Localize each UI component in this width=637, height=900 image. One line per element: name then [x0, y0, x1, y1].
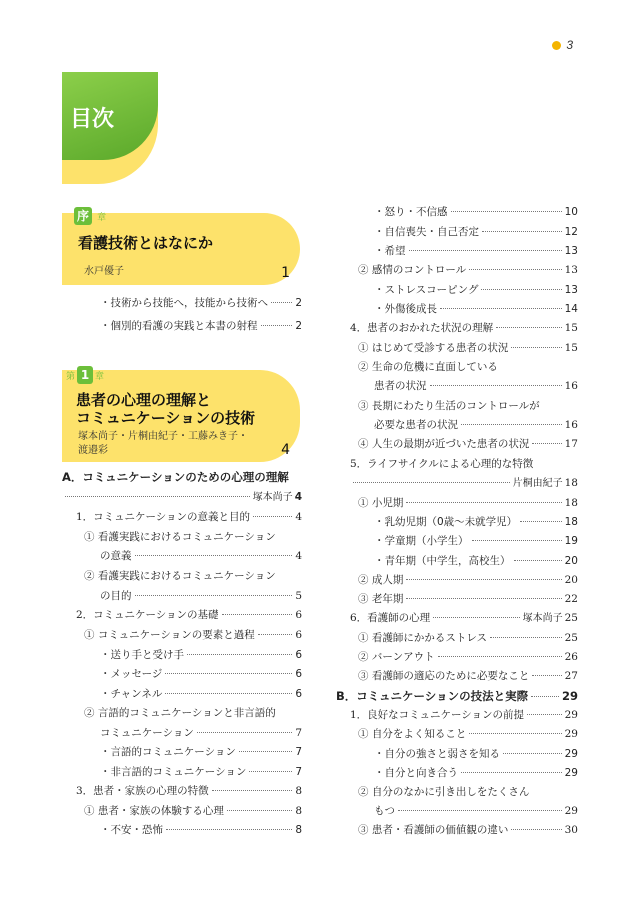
right-toc-entry — [374, 379, 578, 393]
toc-entry-text: ・乳幼児期（0歳〜未就学児） — [374, 516, 518, 528]
toc-entry-text: ・不安・恐怖 — [100, 824, 163, 836]
left-toc-entry — [62, 490, 302, 505]
toc-entry-page: 2 — [295, 297, 302, 309]
right-toc-entry — [374, 302, 578, 316]
right-toc-entry — [358, 573, 578, 587]
leader-dots — [472, 540, 562, 541]
leader-dots — [261, 325, 293, 326]
right-toc-entry — [374, 766, 578, 780]
toc-entry-text: 4．患者のおかれた状況の理解 — [350, 322, 494, 334]
toc-entry-text: ① 患者・家族の体験する心理 — [84, 805, 224, 817]
left-toc-entry — [76, 608, 302, 622]
toc-entry-text: ② 看護実践におけるコミュニケーション — [84, 570, 276, 582]
leader-dots — [532, 443, 561, 444]
left-toc-entry — [76, 510, 302, 524]
chapter1-banner — [62, 370, 300, 462]
toc-entry-text: ② 言語的コミュニケーションと非言語的 — [84, 707, 276, 719]
left-toc-entry — [100, 648, 302, 662]
toc-entry-page: 8 — [295, 805, 302, 817]
leader-dots — [438, 656, 562, 657]
right-toc-entry — [358, 437, 578, 451]
toc-entry-page: 13 — [564, 264, 578, 276]
left-toc-entry — [84, 569, 302, 583]
leader-dots — [406, 502, 561, 503]
leader-dots — [482, 231, 562, 232]
toc-entry-page: 15 — [564, 342, 578, 354]
toc-entry-text: ③ 長期にわたり生活のコントロールが — [358, 400, 540, 412]
leader-dots — [253, 516, 292, 517]
toc-entry-page: 13 — [564, 284, 578, 296]
left-toc-entry — [100, 765, 302, 779]
right-toc-entry — [374, 515, 578, 529]
leader-dots — [197, 732, 292, 733]
left-toc-entry — [84, 530, 302, 544]
prologue-author: 水戸優子 — [84, 266, 124, 277]
leader-dots — [469, 269, 561, 270]
toc-entry-page: 18 — [564, 477, 578, 489]
toc-entry-page: 7 — [295, 727, 302, 739]
toc-entry-page: 18 — [564, 516, 578, 528]
prologue-badge-group — [74, 205, 106, 225]
toc-entry-text: 1．良好なコミュニケーションの前提 — [350, 709, 525, 721]
toc-entry-text: ② 自分のなかに引き出しをたくさん — [358, 786, 530, 798]
toc-entry-page: 29 — [564, 805, 578, 817]
toc-entry-page: 25 — [564, 632, 578, 644]
leader-dots — [531, 696, 559, 697]
leader-dots — [409, 250, 562, 251]
toc-entry-page: 4 — [295, 550, 302, 562]
right-toc-entry — [358, 631, 578, 645]
leader-dots — [406, 598, 561, 599]
right-toc-entry — [350, 611, 578, 626]
toc-entry-text: ③ 患者・看護師の価値観の違い — [358, 824, 509, 836]
leader-dots — [433, 617, 519, 618]
toc-entry-text: A．コミュニケーションのための心理の理解 — [62, 470, 289, 484]
right-toc-entry — [350, 457, 578, 471]
toc-entry-text: ・自信喪失・自己否定 — [374, 226, 479, 238]
toc-entry-text: ・技術から技能へ，技能から技術へ — [100, 297, 268, 309]
toc-entry-author: 片桐由紀子 — [512, 478, 563, 489]
toc-entry-page: 17 — [564, 438, 578, 450]
leader-dots — [440, 308, 562, 309]
left-toc-entry — [84, 706, 302, 720]
right-toc-entry — [358, 399, 578, 413]
leader-dots — [527, 714, 562, 715]
leader-dots — [496, 327, 561, 328]
toc-entry-page: 29 — [564, 748, 578, 760]
toc-entry-page: 2 — [295, 320, 302, 332]
toc-entry-text: ② バーンアウト — [358, 651, 435, 663]
leader-dots — [212, 790, 293, 791]
bullet-dot-icon — [552, 41, 561, 50]
leader-dots — [135, 555, 293, 556]
toc-entry-page: 29 — [564, 767, 578, 779]
left-toc-entry — [100, 687, 302, 701]
toc-entry-text: ・自分と向き合う — [374, 767, 458, 779]
right-toc-entry — [350, 321, 578, 335]
toc-entry-text: 2．コミュニケーションの基礎 — [76, 609, 219, 621]
toc-entry-text: ① 看護実践におけるコミュニケーション — [84, 531, 276, 543]
toc-entry-text: ① コミュニケーションの要素と過程 — [84, 629, 255, 641]
left-toc-entry — [100, 296, 302, 310]
chapter1-prefix: 第 — [66, 371, 76, 382]
right-toc-entry — [374, 225, 578, 239]
toc-entry-text: ② 感情のコントロール — [358, 264, 467, 276]
toc-entry-text: 1．コミュニケーションの意義と目的 — [76, 511, 251, 523]
right-toc-entry — [336, 689, 578, 703]
toc-entry-page: 27 — [564, 670, 578, 682]
toc-entry-text: ③ 看護師の適応のために必要なこと — [358, 670, 530, 682]
toc-entry-page: 14 — [564, 303, 578, 315]
toc-entry-text: ① はじめて受診する患者の状況 — [358, 342, 509, 354]
toc-entry-page: 20 — [564, 555, 578, 567]
leader-dots — [503, 753, 562, 754]
toc-entry-page: 6 — [295, 688, 302, 700]
chapter1-chapter-label: 章 — [95, 371, 105, 382]
leader-dots — [490, 637, 562, 638]
chapter1-page: 4 — [281, 442, 290, 458]
leader-dots — [514, 560, 562, 561]
chapter1-title-line1: 患者の心理の理解と — [76, 391, 212, 409]
toc-entry-page: 19 — [564, 535, 578, 547]
toc-entry-text: 3．患者・家族の心理の特徴 — [76, 785, 209, 797]
leader-dots — [451, 211, 562, 212]
toc-title: 目次 — [70, 107, 115, 132]
toc-entry-text: ② 成人期 — [358, 574, 404, 586]
prologue-page: 1 — [281, 265, 290, 281]
right-toc-entry — [374, 418, 578, 432]
toc-entry-text: もつ — [374, 805, 395, 817]
right-toc-entry — [358, 785, 578, 799]
leader-dots — [165, 693, 292, 694]
right-toc-entry — [358, 727, 578, 741]
toc-entry-text: ① 小児期 — [358, 497, 404, 509]
toc-entry-text: ・送り手と受け手 — [100, 649, 184, 661]
left-toc-entry — [84, 628, 302, 642]
toc-entry-page: 29 — [564, 709, 578, 721]
right-toc-entry — [374, 554, 578, 568]
right-toc-entry — [374, 283, 578, 297]
toc-entry-text: ・青年期（中学生，高校生） — [374, 555, 511, 567]
leader-dots — [239, 751, 292, 752]
toc-entry-text: ・ストレスコーピング — [374, 284, 479, 296]
toc-entry-page: 22 — [564, 593, 578, 605]
leader-dots — [271, 302, 292, 303]
left-toc-entry — [100, 745, 302, 759]
right-toc-entry — [358, 341, 578, 355]
chapter1-badge: 1 — [77, 366, 93, 384]
toc-entry-page: 16 — [564, 419, 578, 431]
toc-entry-text: 必要な患者の状況 — [374, 419, 458, 431]
toc-entry-page: 6 — [295, 668, 302, 680]
leader-dots — [165, 673, 292, 674]
right-toc-entry — [374, 747, 578, 761]
leader-dots — [461, 424, 562, 425]
left-toc-entry — [84, 804, 302, 818]
leader-dots — [249, 771, 292, 772]
toc-entry-page: 4 — [294, 491, 302, 503]
left-toc-entry — [100, 823, 302, 837]
toc-entry-page: 8 — [295, 824, 302, 836]
leader-dots — [511, 829, 561, 830]
toc-entry-text: ① 自分をよく知ること — [358, 728, 467, 740]
toc-entry-text: ・個別的看護の実践と本書の射程 — [100, 320, 258, 332]
leader-dots — [135, 595, 293, 596]
right-toc-entry — [374, 804, 578, 818]
toc-entry-text: ・外傷後成長 — [374, 303, 437, 315]
left-toc-entry — [100, 726, 302, 740]
toc-entry-page: 6 — [295, 649, 302, 661]
leader-dots — [481, 289, 561, 290]
leader-dots — [532, 675, 561, 676]
toc-entry-text: ・希望 — [374, 245, 406, 257]
leader-dots — [258, 634, 293, 635]
toc-entry-page: 4 — [295, 511, 302, 523]
right-toc-entry — [358, 496, 578, 510]
right-toc-entry — [350, 476, 578, 491]
toc-entry-text: 6．看護師の心理 — [350, 612, 431, 624]
leader-dots — [187, 654, 292, 655]
right-toc-entry — [358, 823, 578, 837]
right-toc-entry — [358, 669, 578, 683]
toc-entry-author: 塚本尚子 — [252, 492, 293, 503]
toc-entry-text: ・怒り・不信感 — [374, 206, 448, 218]
toc-entry-text: ② 生命の危機に直面している — [358, 361, 498, 373]
toc-entry-page: 20 — [564, 574, 578, 586]
leader-dots — [520, 521, 561, 522]
toc-entry-page: 7 — [295, 766, 302, 778]
toc-entry-text: の意義 — [100, 550, 132, 562]
left-toc-entry — [100, 549, 302, 563]
toc-entry-text: コミュニケーション — [100, 727, 194, 739]
toc-entry-text: ・自分の強さと弱さを知る — [374, 748, 500, 760]
chapter1-authors-line2: 渡邉彩 — [78, 445, 108, 456]
prologue-banner — [62, 209, 300, 285]
chapter1-title-line2: コミュニケーションの技術 — [76, 409, 256, 427]
toc-entry-text: ・チャンネル — [100, 688, 163, 700]
right-toc-entry — [358, 360, 578, 374]
right-toc-entry — [358, 650, 578, 664]
right-toc-entry — [350, 708, 578, 722]
chapter1-badge-group — [66, 366, 104, 384]
toc-entry-text: 5．ライフサイクルによる心理的な特徴 — [350, 458, 534, 470]
toc-entry-page: 6 — [295, 629, 302, 641]
toc-entry-text: ① 看護師にかかるストレス — [358, 632, 488, 644]
toc-entry-page: 29 — [561, 689, 578, 703]
leader-dots — [222, 614, 293, 615]
leader-dots — [406, 579, 561, 580]
leader-dots — [227, 810, 292, 811]
toc-entry-page: 7 — [295, 746, 302, 758]
left-toc-entry — [100, 667, 302, 681]
right-toc-entry — [358, 263, 578, 277]
prologue-title: 看護技術とはなにか — [78, 234, 214, 252]
toc-entry-text: B．コミュニケーションの技法と実際 — [336, 689, 529, 703]
prologue-badge: 序 — [74, 207, 92, 225]
toc-entry-page: 26 — [564, 651, 578, 663]
left-toc-entry — [76, 784, 302, 798]
leader-dots — [166, 829, 292, 830]
right-toc-entry — [374, 244, 578, 258]
right-toc-entry — [374, 205, 578, 219]
leader-dots — [430, 385, 562, 386]
toc-entry-page: 25 — [564, 612, 578, 624]
prologue-chapter-label: 章 — [97, 213, 107, 223]
toc-entry-page: 5 — [295, 590, 302, 602]
toc-entry-page: 6 — [295, 609, 302, 621]
chapter1-authors-line1: 塚本尚子・片桐由紀子・工藤みき子・ — [78, 431, 248, 442]
leader-dots — [511, 347, 561, 348]
toc-entry-page: 12 — [564, 226, 578, 238]
toc-entry-text: ・非言語的コミュニケーション — [100, 766, 247, 778]
toc-entry-page: 18 — [564, 497, 578, 509]
leader-dots — [65, 496, 250, 497]
toc-entry-text: ・メッセージ — [100, 668, 163, 680]
toc-entry-text: ④ 人生の最期が近づいた患者の状況 — [358, 438, 530, 450]
toc-entry-page: 10 — [564, 206, 578, 218]
toc-entry-page: 29 — [564, 728, 578, 740]
leader-dots — [398, 810, 562, 811]
toc-entry-text: ③ 老年期 — [358, 593, 404, 605]
toc-entry-page: 30 — [564, 824, 578, 836]
right-toc-entry — [358, 592, 578, 606]
leader-dots — [461, 772, 562, 773]
leader-dots — [469, 733, 561, 734]
toc-entry-text: 患者の状況 — [374, 380, 427, 392]
toc-entry-author: 塚本尚子 — [522, 613, 563, 624]
toc-entry-page: 8 — [295, 785, 302, 797]
toc-entry-text: ・言語的コミュニケーション — [100, 746, 236, 758]
toc-entry-text: の目的 — [100, 590, 132, 602]
toc-entry-page: 13 — [564, 245, 578, 257]
left-toc-entry — [100, 319, 302, 333]
toc-entry-text: ・学童期（小学生） — [374, 535, 469, 547]
left-toc-entry — [62, 470, 302, 484]
right-toc-entry — [374, 534, 578, 548]
leader-dots — [353, 482, 510, 483]
page-number: 3 — [552, 38, 573, 52]
toc-entry-page: 16 — [564, 380, 578, 392]
toc-entry-page: 15 — [564, 322, 578, 334]
left-toc-entry — [100, 589, 302, 603]
